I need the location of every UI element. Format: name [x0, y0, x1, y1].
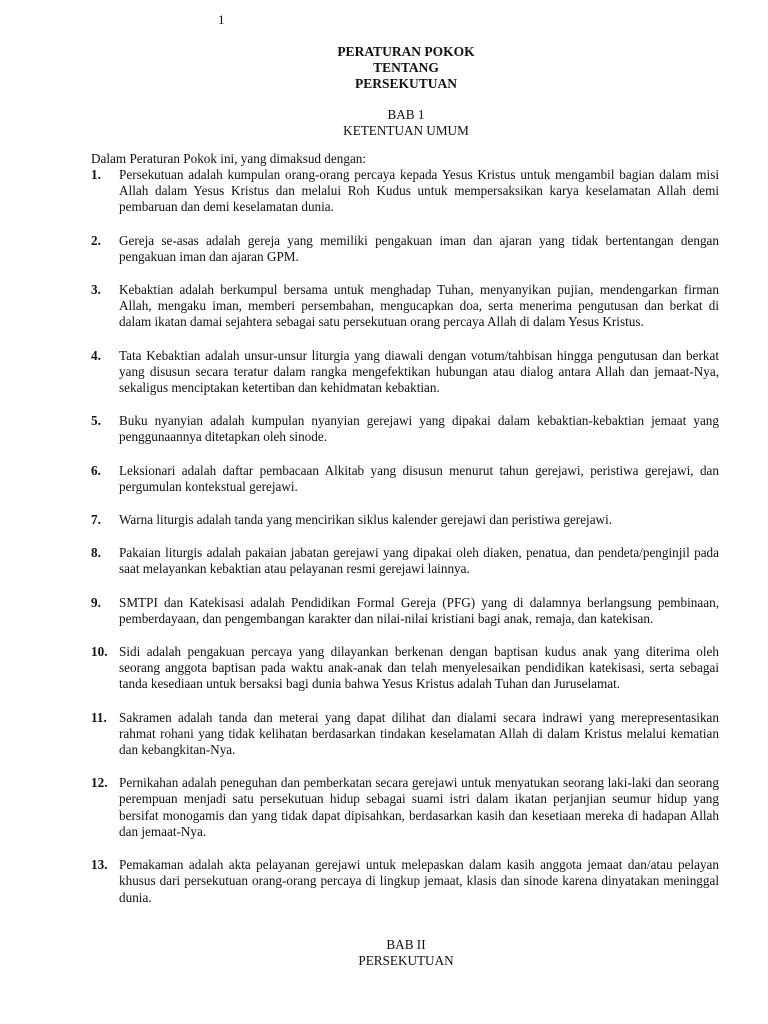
- item-number: 5.: [91, 413, 101, 429]
- title-line-1: PERATURAN POKOK: [337, 44, 475, 59]
- item-number: 3.: [91, 282, 101, 298]
- list-item: [91, 775, 719, 840]
- item-number: 9.: [91, 594, 101, 610]
- chapter-label: BAB II: [386, 937, 426, 952]
- document-title: [0, 44, 768, 92]
- list-item: [91, 167, 719, 216]
- item-text: Pakaian liturgis adalah pakaian jabatan gerejawi yang dipakai oleh diaken, penatua, dan pendeta/penginjil pada saat melayankan kebaktian atau pelayanan resmi gerejawi lainnya.: [119, 545, 719, 577]
- item-text: Sidi adalah pengakuan percaya yang dilayankan berkenan dengan baptisan kudus anak yang diterima oleh seorang anggota baptisan pada waktu anak-anak dan telah menyelesaikan pendidikan katekisasi, serta sebagai tanda kesediaan untuk bersaksi bagi dunia bahwa Yesus Kristus adalah Tuhan dan Juruselamat.: [119, 644, 719, 692]
- item-number: 7.: [91, 512, 101, 528]
- item-number: 13.: [91, 857, 108, 873]
- item-text: Leksionari adalah daftar pembacaan Alkitab yang disusun menurut tahun gerejawi, peristiwa gerejawi, dan pergumulan kontekstual gerejawi.: [119, 462, 719, 494]
- item-text: Warna liturgis adalah tanda yang mencirikan siklus kalender gerejawi dan peristiwa gerejawi.: [119, 512, 613, 528]
- item-number: 12.: [91, 775, 108, 791]
- item-number: 11.: [91, 709, 107, 725]
- item-number: 4.: [91, 347, 101, 363]
- list-item: [91, 595, 719, 627]
- item-number: 10.: [91, 644, 108, 660]
- item-text: Tata Kebaktian adalah unsur-unsur liturgia yang diawali dengan votum/tahbisan hingga pengutusan dan berkat yang disusun secara teratur dalam rangka mengefektikan hubungan atau dialog antara Allah dan jemaat-Nya, sekaligus menciptakan ketertiban dan kehidmatan kebaktian.: [119, 347, 719, 396]
- item-text: Gereja se-asas adalah gereja yang memiliki pengakuan iman dan ajaran yang tidak bertentangan dengan pengakuan iman dan ajaran GPM.: [119, 232, 719, 264]
- intro-text: Dalam Peraturan Pokok ini, yang dimaksud dengan:: [91, 151, 367, 166]
- title-line-2: TENTANG: [373, 60, 439, 75]
- chapter-heading-bab2: [0, 937, 768, 969]
- chapter-title: PERSEKUTUAN: [358, 953, 454, 968]
- item-text: Buku nyanyian adalah kumpulan nyanyian gerejawi yang dipakai dalam kebaktian-kebaktian jemaat yang penggunaannya ditetapkan oleh sinode.: [119, 413, 719, 445]
- item-text: Persekutuan adalah kumpulan orang-orang percaya kepada Yesus Kristus untuk mengambil bagian dalam misi Allah dalam Yesus Kristus dan melalui Roh Kudus untuk mempersaksikan karya keselamatan Allah demi pembaruan dan demi keselamatan dunia.: [119, 167, 719, 215]
- list-item: [91, 348, 719, 397]
- list-item: [91, 857, 719, 906]
- item-text: Kebaktian adalah berkumpul bersama untuk menghadap Tuhan, menyanyikan pujian, mendengarkan firman Allah, mengaku iman, memberi persembahan, mengucapkan doa, serta menerima pengutusan dan berkat di dalam ikatan damai sejahtera sebagai satu persekutuan orang percaya Allah di dalam Yesus Kristus.: [119, 282, 719, 330]
- list-item: [91, 710, 719, 759]
- list-item: [91, 512, 719, 528]
- item-text: SMTPI dan Katekisasi adalah Pendidikan Formal Gereja (PFG) yang di dalamnya berlangsung pembinaan, pemberdayaan, dan pengembangan karakter dan nilai-nilai kristiani bagi anak, remaja, dan katekisan.: [119, 594, 719, 626]
- title-line-3: PERSEKUTUAN: [354, 76, 457, 91]
- list-item: [91, 545, 719, 577]
- list-item: [91, 413, 719, 445]
- page-number: 1: [218, 12, 225, 27]
- item-text: Pernikahan adalah peneguhan dan pemberkatan secara gerejawi untuk menyatukan seorang laki-laki dan seorang perempuan menjadi satu persekutuan hidup sebagai suami istri dalam ikatan perjanjian seumur hidup yang bersifat monogamis dan yang tidak dapat dipisahkan, berdasarkan kasih dan kesetiaan mereka di hadapan Allah dan jemaat-Nya.: [119, 775, 719, 839]
- item-number: 8.: [91, 545, 101, 561]
- item-text: Sakramen adalah tanda dan meterai yang dapat dilihat dan dialami secara indrawi yang merepresentasikan rahmat rohani yang tidak kelihatan berdasarkan tindakan keselamatan Allah di dalam Kristus melalui kematian dan kebangkitan-Nya.: [119, 709, 719, 758]
- chapter-label: BAB 1: [387, 107, 425, 122]
- chapter-title: KETENTUAN UMUM: [343, 123, 469, 138]
- list-item: [91, 644, 719, 693]
- list-item: [91, 463, 719, 495]
- chapter-heading-bab1: [0, 107, 768, 139]
- definitions-list: [91, 167, 719, 923]
- list-item: [91, 282, 719, 331]
- item-number: 2.: [91, 232, 101, 248]
- item-text: Pemakaman adalah akta pelayanan gerejawi untuk melepaskan dalam kasih anggota jemaat dan/atau pelayan khusus dari persekutuan orang-orang percaya di lingkup jemaat, klasis dan sinode karena dinyatakan meninggal dunia.: [119, 857, 719, 905]
- item-number: 1.: [91, 167, 101, 182]
- list-item: [91, 233, 719, 265]
- item-number: 6.: [91, 462, 101, 478]
